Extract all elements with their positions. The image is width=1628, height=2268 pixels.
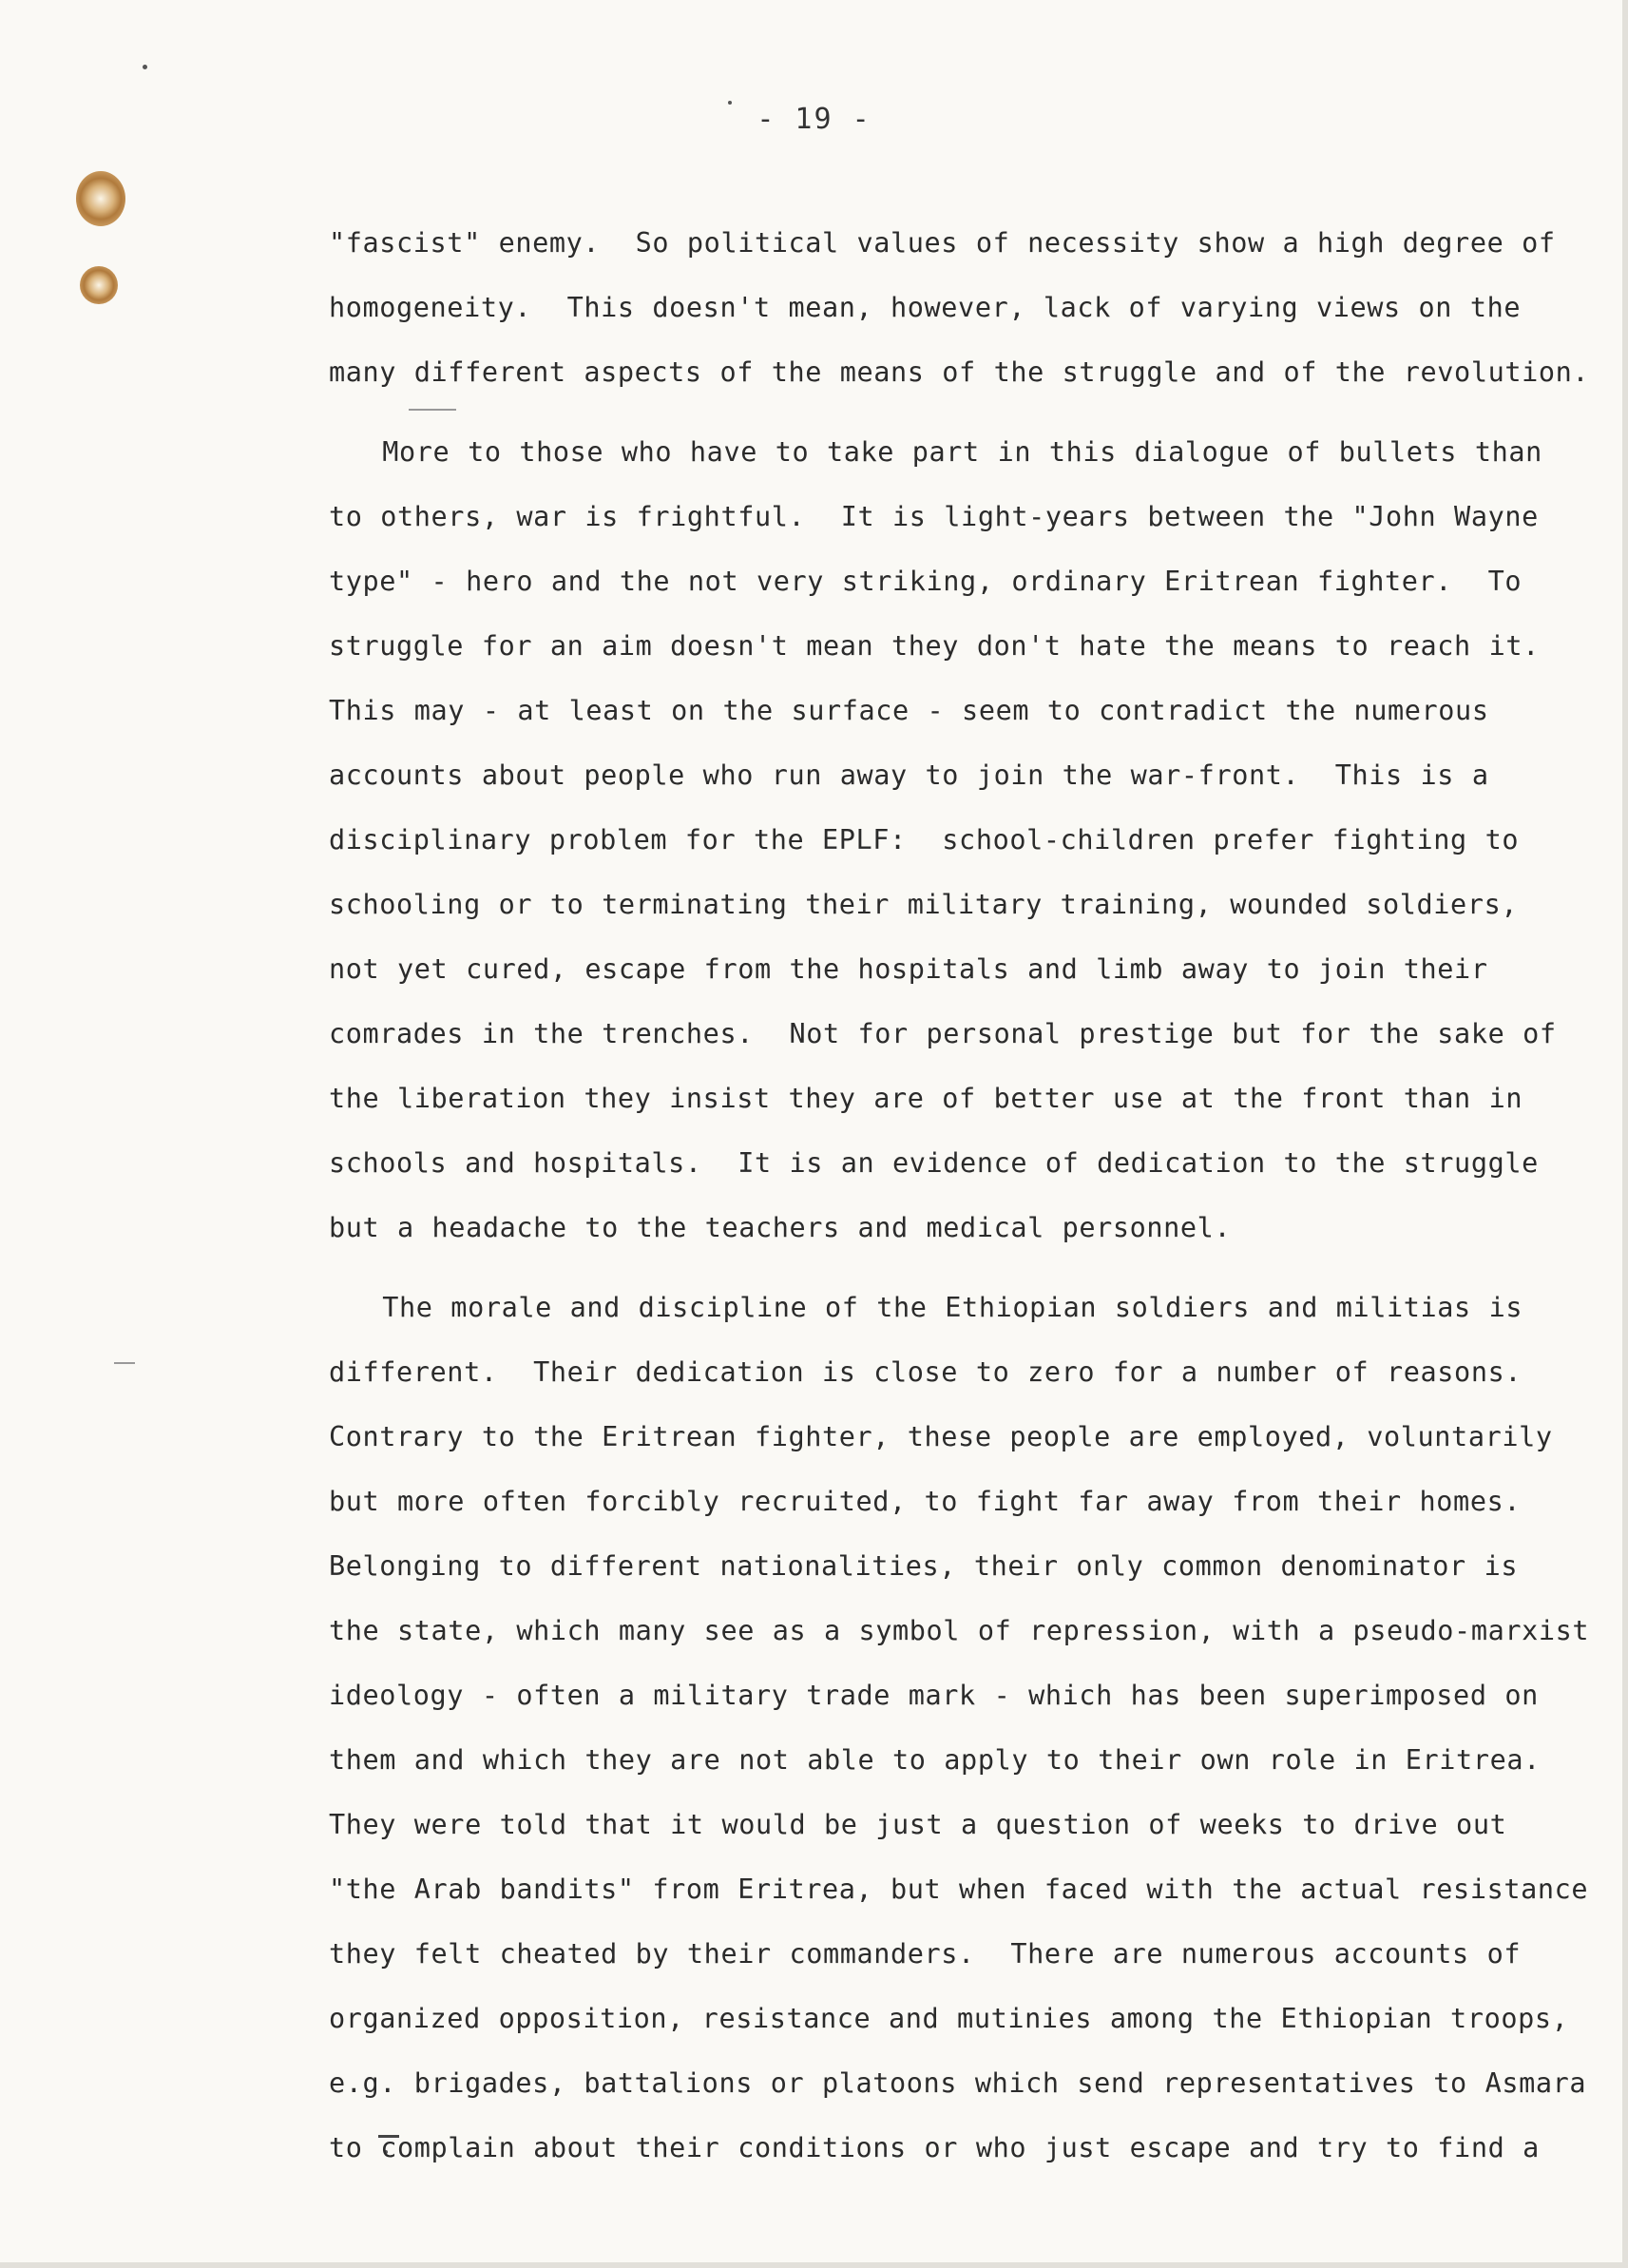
text-line: ideology - often a military trade mark - which has been superimposed on bbox=[329, 1680, 1539, 1711]
text-line: them and which they are not able to apply to their own role in Eritrea. bbox=[329, 1744, 1541, 1776]
text-line: but more often forcibly recruited, to fight far away from their homes. bbox=[329, 1486, 1522, 1517]
text-line: Belonging to different nationalities, their only common denominator is bbox=[329, 1550, 1519, 1582]
text-line: schools and hospitals. It is an evidence of dedication to the struggle bbox=[329, 1147, 1539, 1179]
paragraph-1 bbox=[329, 211, 1593, 405]
text-line: many different aspects of the means of the struggle and of the revolution. bbox=[329, 356, 1590, 388]
text-line: More to those who have to take part in this dialogue of bullets than bbox=[329, 436, 1542, 468]
text-line: comrades in the trenches. Not for personal prestige but for the sake of bbox=[329, 1018, 1557, 1049]
text-line: but a headache to the teachers and medical personnel. bbox=[329, 1212, 1232, 1243]
text-line: struggle for an aim doesn't mean they don't hate the means to reach it. bbox=[329, 630, 1540, 662]
text-line: to others, war is frightful. It is light-years between the "John Wayne bbox=[329, 501, 1539, 532]
text-line: type" - hero and the not very striking, ordinary Eritrean fighter. To bbox=[329, 566, 1523, 597]
text-line: the liberation they insist they are of better use at the front than in bbox=[329, 1083, 1523, 1114]
text-line: accounts about people who run away to join the war-front. This is a bbox=[329, 759, 1489, 791]
text-line: different. Their dedication is close to zero for a number of reasons. bbox=[329, 1356, 1523, 1388]
text-line: homogeneity. This doesn't mean, however, lack of varying views on the bbox=[329, 292, 1522, 323]
text-line: This may - at least on the surface - seem to contradict the numerous bbox=[329, 695, 1489, 726]
text-line: They were told that it would be just a question of weeks to drive out bbox=[329, 1809, 1507, 1840]
text-line: the state, which many see as a symbol of repression, with a pseudo-marxist bbox=[329, 1615, 1590, 1646]
paragraph-2 bbox=[329, 420, 1593, 1260]
text-line: to complain about their conditions or who just escape and try to find a bbox=[329, 2132, 1540, 2163]
text-line: disciplinary problem for the EPLF: school-children prefer fighting to bbox=[329, 824, 1520, 855]
paper-mark bbox=[114, 1362, 135, 1364]
text-line: organized opposition, resistance and mutinies among the Ethiopian troops, bbox=[329, 2003, 1569, 2034]
text-line: "fascist" enemy. So political values of necessity show a high degree of bbox=[329, 227, 1556, 259]
paragraph-3 bbox=[329, 1276, 1593, 2181]
text-line: Contrary to the Eritrean fighter, these people are employed, voluntarily bbox=[329, 1421, 1553, 1452]
text-line: e.g. brigades, battalions or platoons which send representatives to Asmara bbox=[329, 2067, 1587, 2099]
punch-hole-mark-top bbox=[76, 171, 125, 226]
text-line: "the Arab bandits" from Eritrea, but when faced with the actual resistance bbox=[329, 1874, 1589, 1905]
text-line: schooling or to terminating their military training, wounded soldiers, bbox=[329, 889, 1519, 920]
page-number: - 19 - bbox=[757, 103, 871, 136]
paper-speck bbox=[143, 65, 147, 69]
text-line: The morale and discipline of the Ethiopian soldiers and militias is bbox=[329, 1292, 1523, 1323]
text-line: they felt cheated by their commanders. There are numerous accounts of bbox=[329, 1938, 1522, 1970]
body-text bbox=[329, 211, 1593, 2181]
punch-hole-mark-bottom bbox=[80, 266, 118, 304]
text-line: not yet cured, escape from the hospitals and limb away to join their bbox=[329, 953, 1488, 985]
